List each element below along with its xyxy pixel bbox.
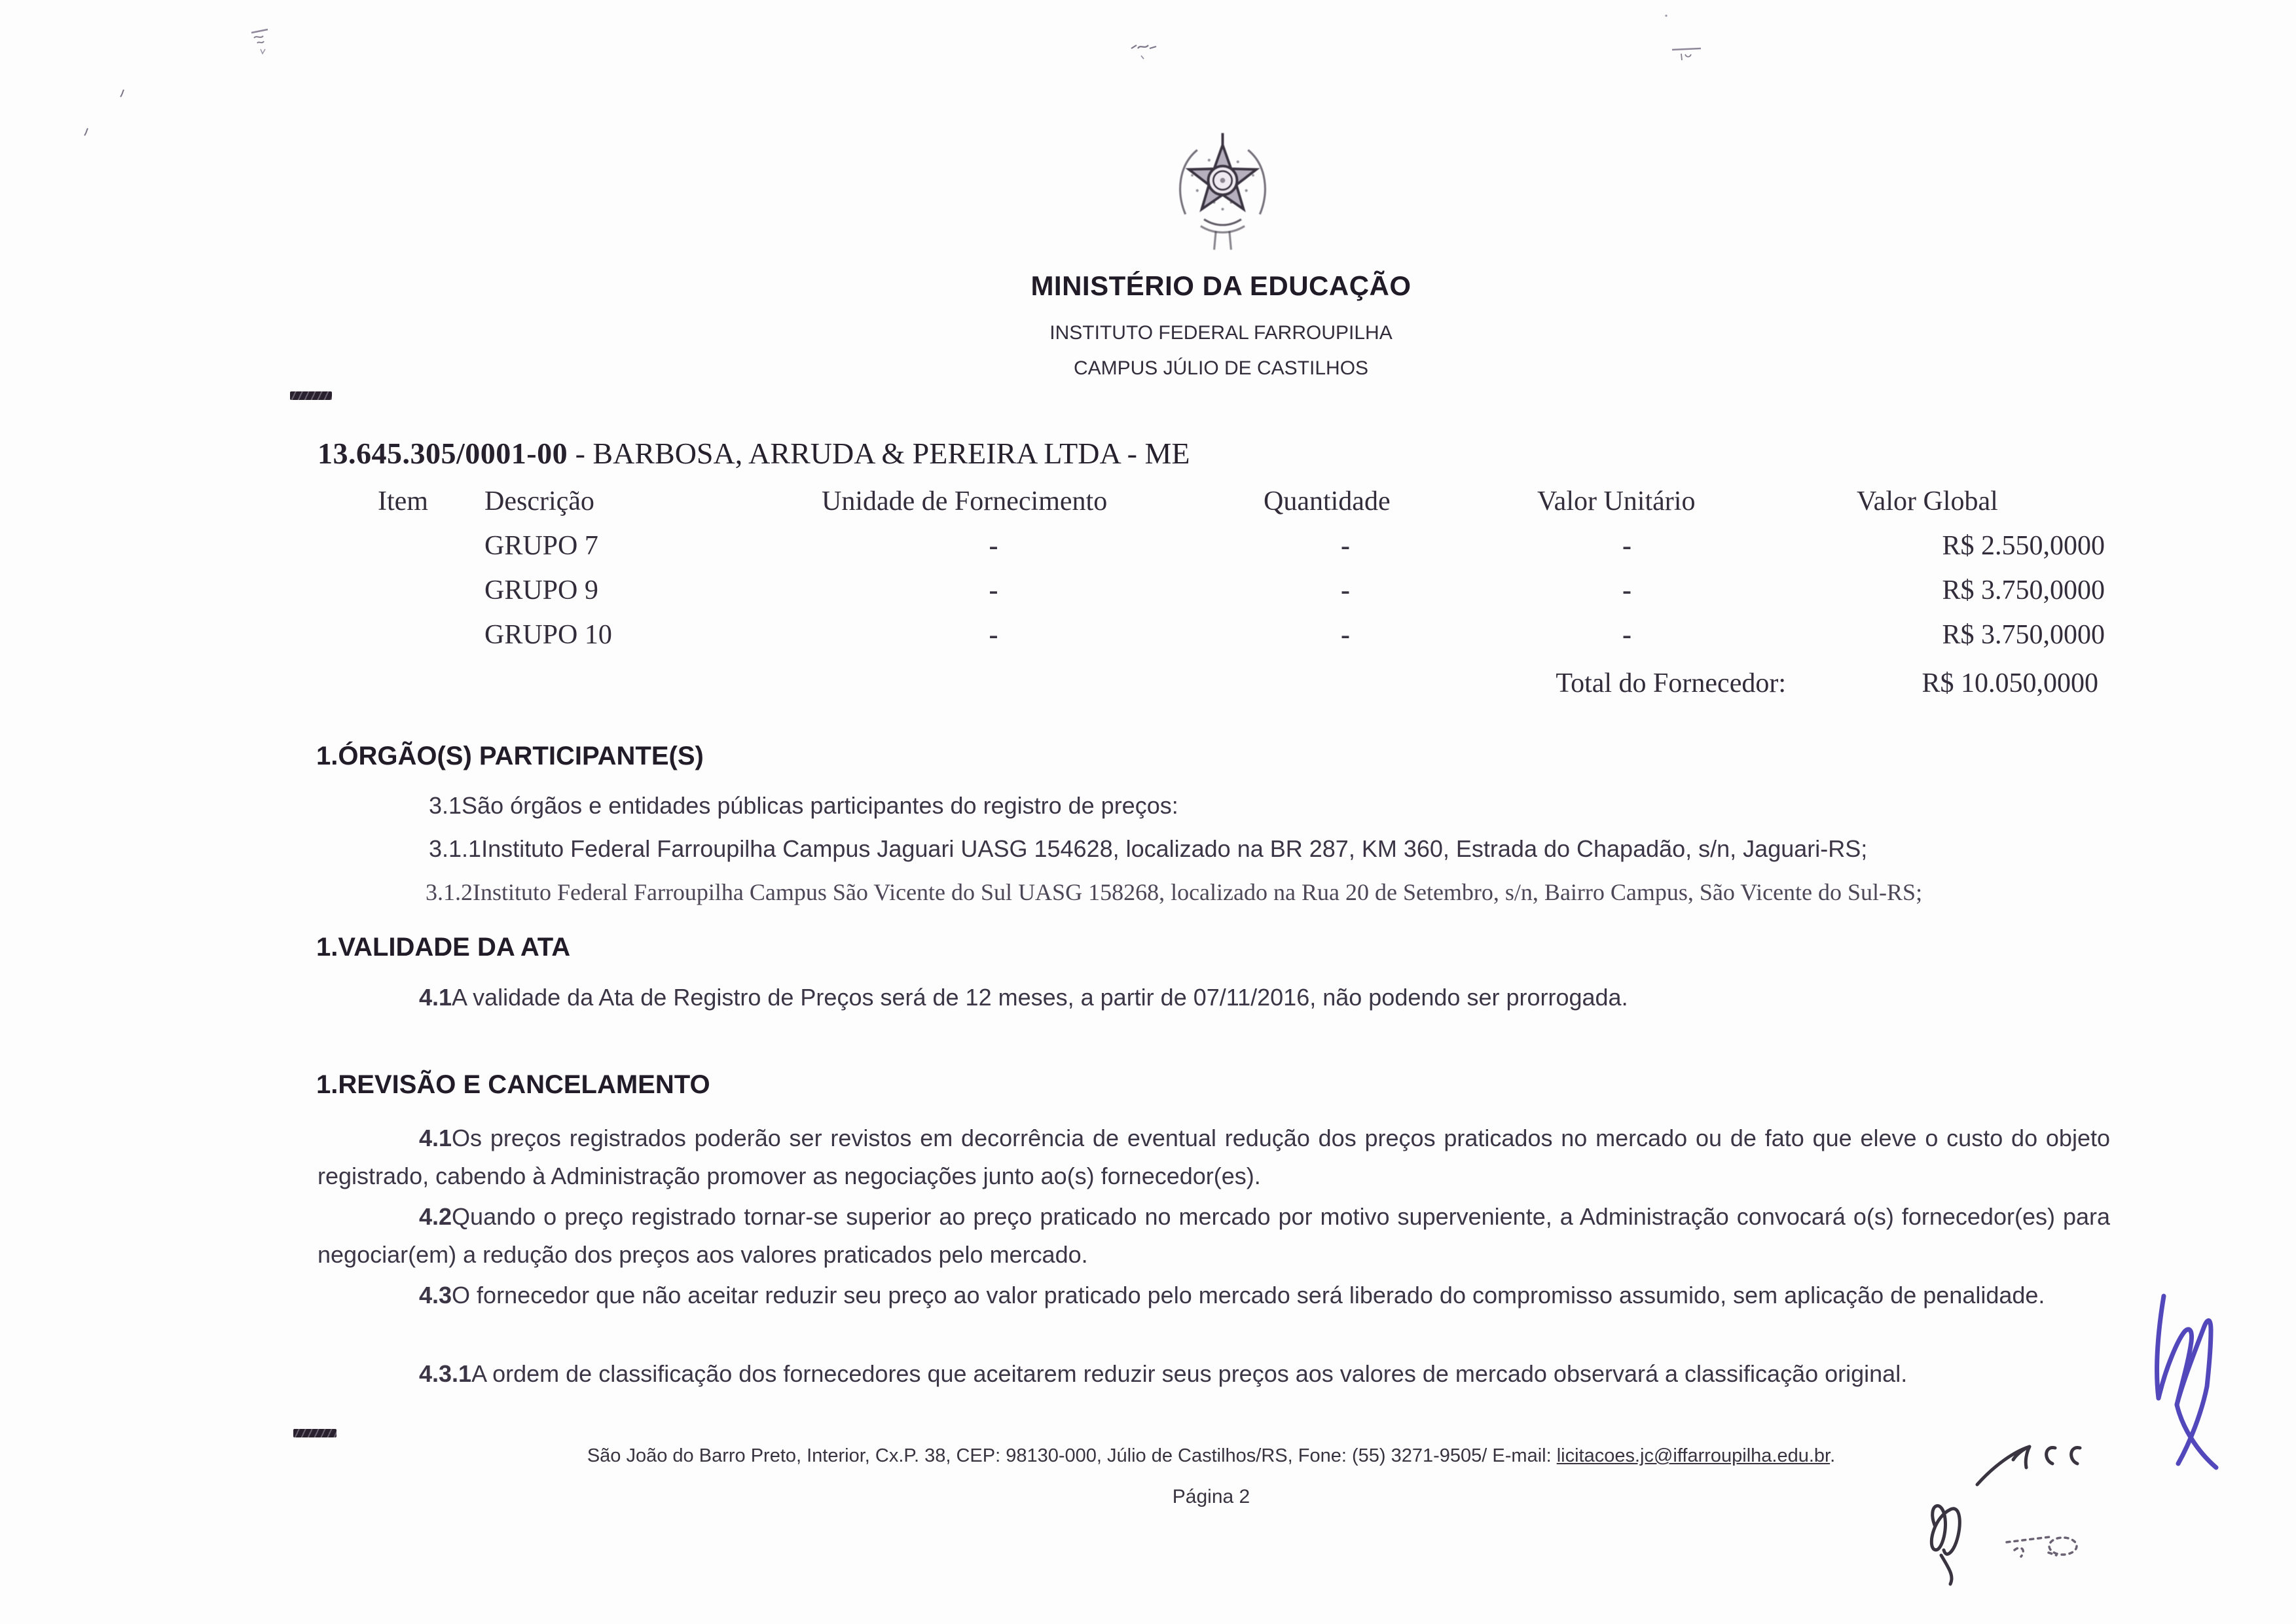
scan-artifact-topright (1663, 13, 1702, 64)
table-row (318, 619, 2105, 651)
supplier-cnpj: 13.645.305/0001-00 (318, 437, 568, 470)
clause-text: Instituto Federal Farroupilha Campus São Vicente do Sul UASG 158268, localizado na Rua 20 de Setembro, s/n, Bairro Campus, São Vicente do Sul-RS; (473, 879, 1923, 905)
cell-unidade: - (989, 575, 998, 605)
section-title-orgaos-participantes: 1.ÓRGÃO(S) PARTICIPANTE(S) (316, 742, 704, 770)
col-header-quantidade: Quantidade (1264, 486, 1391, 516)
footer-address-text: São João do Barro Preto, Interior, Cx.P. 38, CEP: 98130-000, Júlio de Castilhos/RS, Fone: (55) 3271-9505/ E-mail: (587, 1445, 1557, 1466)
scan-artifact-speck (120, 89, 125, 98)
clause-number: 3.1.1 (429, 835, 482, 862)
page-number: Página 2 (1172, 1486, 1250, 1507)
section-title-validade-da-ata: 1.VALIDADE DA ATA (316, 933, 571, 962)
cell-valor-unitario: - (1622, 620, 1631, 650)
clause-3-1-1 (429, 835, 1867, 863)
clause-3-1 (429, 792, 1178, 820)
clause-4-1-validade (419, 984, 1628, 1011)
scan-artifact-topcenter (1130, 42, 1160, 62)
clause-4-3 (318, 1276, 2110, 1314)
clause-text: O fornecedor que não aceitar reduzir seu preço ao valor praticado pelo mercado será liberado do compromisso assumido, sem aplicação de penalidade. (452, 1282, 2045, 1308)
cell-valor-global: R$ 3.750,0000 (1942, 620, 2105, 650)
cell-item (318, 530, 484, 562)
cell-quantidade: - (1341, 575, 1350, 605)
col-header-item: Item (378, 486, 428, 516)
clause-number: 4.1 (419, 984, 452, 1011)
footer-address (318, 1445, 2105, 1467)
clause-text: Instituto Federal Farroupilha Campus Jaguari UASG 154628, localizado na BR 287, KM 360, Estrada do Chapadão, s/n, Jaguari-RS; (481, 835, 1868, 862)
cell-descricao: GRUPO 7 (484, 531, 598, 561)
cell-item (318, 619, 484, 651)
clause-number: 4.3 (419, 1282, 452, 1308)
clause-text: Os preços registrados poderão ser revistos em decorrência de eventual redução dos preços praticados no mercado ou de fato que eleve o custo do objeto registrado, cabendo à Administração promover as negociações junto ao(s) fornecedor(es). (318, 1125, 2110, 1189)
cell-valor-unitario: - (1622, 575, 1631, 605)
cell-unidade: - (989, 531, 998, 561)
col-header-valor-unitario: Valor Unitário (1537, 486, 1696, 516)
handwritten-signature-blue-ink (2144, 1288, 2265, 1478)
scan-registration-bar (290, 391, 332, 400)
cell-valor-global: R$ 2.550,0000 (1942, 531, 2105, 561)
clause-number: 3.1 (429, 792, 462, 819)
clause-text: A validade da Ata de Registro de Preços será de 12 meses, a partir de 07/11/2016, não podendo ser prorrogada. (452, 984, 1628, 1011)
handwritten-initials-dark-ink (1915, 1420, 2151, 1591)
total-label: Total do Fornecedor: (1556, 668, 1786, 698)
cell-unidade: - (989, 620, 998, 650)
institute-subtitle: INSTITUTO FEDERAL FARROUPILHA (1049, 322, 1393, 344)
clause-text: São órgãos e entidades públicas participantes do registro de preços: (462, 792, 1178, 819)
table-row (318, 530, 2105, 562)
cell-valor-global: R$ 3.750,0000 (1942, 575, 2105, 605)
table-header-row (318, 486, 2105, 517)
cell-quantidade: - (1341, 620, 1350, 650)
footer-email-link: licitacoes.jc@iffarroupilha.edu.br (1556, 1445, 1831, 1466)
clause-number: 4.2 (419, 1203, 452, 1230)
cell-quantidade: - (1341, 531, 1350, 561)
scan-artifact-topleft (249, 27, 272, 58)
brazil-coat-of-arms-logo (1172, 131, 1273, 255)
clause-number: 4.1 (419, 1125, 452, 1151)
scan-artifact-speck (84, 128, 89, 137)
section-title-revisao-e-cancelamento: 1.REVISÃO E CANCELAMENTO (316, 1070, 710, 1099)
table-total-row (318, 668, 2105, 699)
col-header-descricao: Descrição (484, 486, 594, 516)
cell-descricao: GRUPO 9 (484, 575, 598, 605)
clause-number: 3.1.2 (426, 879, 473, 905)
col-header-valor-global: Valor Global (1857, 486, 1998, 516)
supplier-line (318, 436, 1190, 471)
clause-text: Quando o preço registrado tornar-se superior ao preço praticado no mercado por motivo superveniente, a Administração convocará o(s) fornecedor(es) para negociar(em) a redução dos preços aos valores praticados pelo mercado. (318, 1203, 2110, 1268)
clause-number: 4.3.1 (419, 1360, 472, 1387)
cell-valor-unitario: - (1622, 531, 1631, 561)
campus-subtitle: CAMPUS JÚLIO DE CASTILHOS (1073, 357, 1369, 379)
supplier-name: - BARBOSA, ARRUDA & PEREIRA LTDA - ME (568, 437, 1190, 470)
clause-4-3-1 (318, 1355, 2110, 1393)
cell-descricao: GRUPO 10 (484, 620, 612, 650)
clause-3-1-2 (426, 878, 1922, 906)
footer-period: . (1830, 1445, 1836, 1466)
clause-4-2 (318, 1198, 2110, 1274)
total-value: R$ 10.050,0000 (1922, 668, 2098, 698)
cell-item (318, 575, 484, 606)
ministry-title: MINISTÉRIO DA EDUCAÇÃO (1030, 270, 1412, 301)
table-row (318, 575, 2105, 606)
clause-4-1-revisao (318, 1119, 2110, 1195)
clause-text: A ordem de classificação dos fornecedores que aceitarem reduzir seus preços aos valores de mercado observará a classificação original. (471, 1360, 1908, 1387)
col-header-unidade: Unidade de Fornecimento (822, 486, 1108, 516)
scan-registration-bar (293, 1429, 337, 1437)
